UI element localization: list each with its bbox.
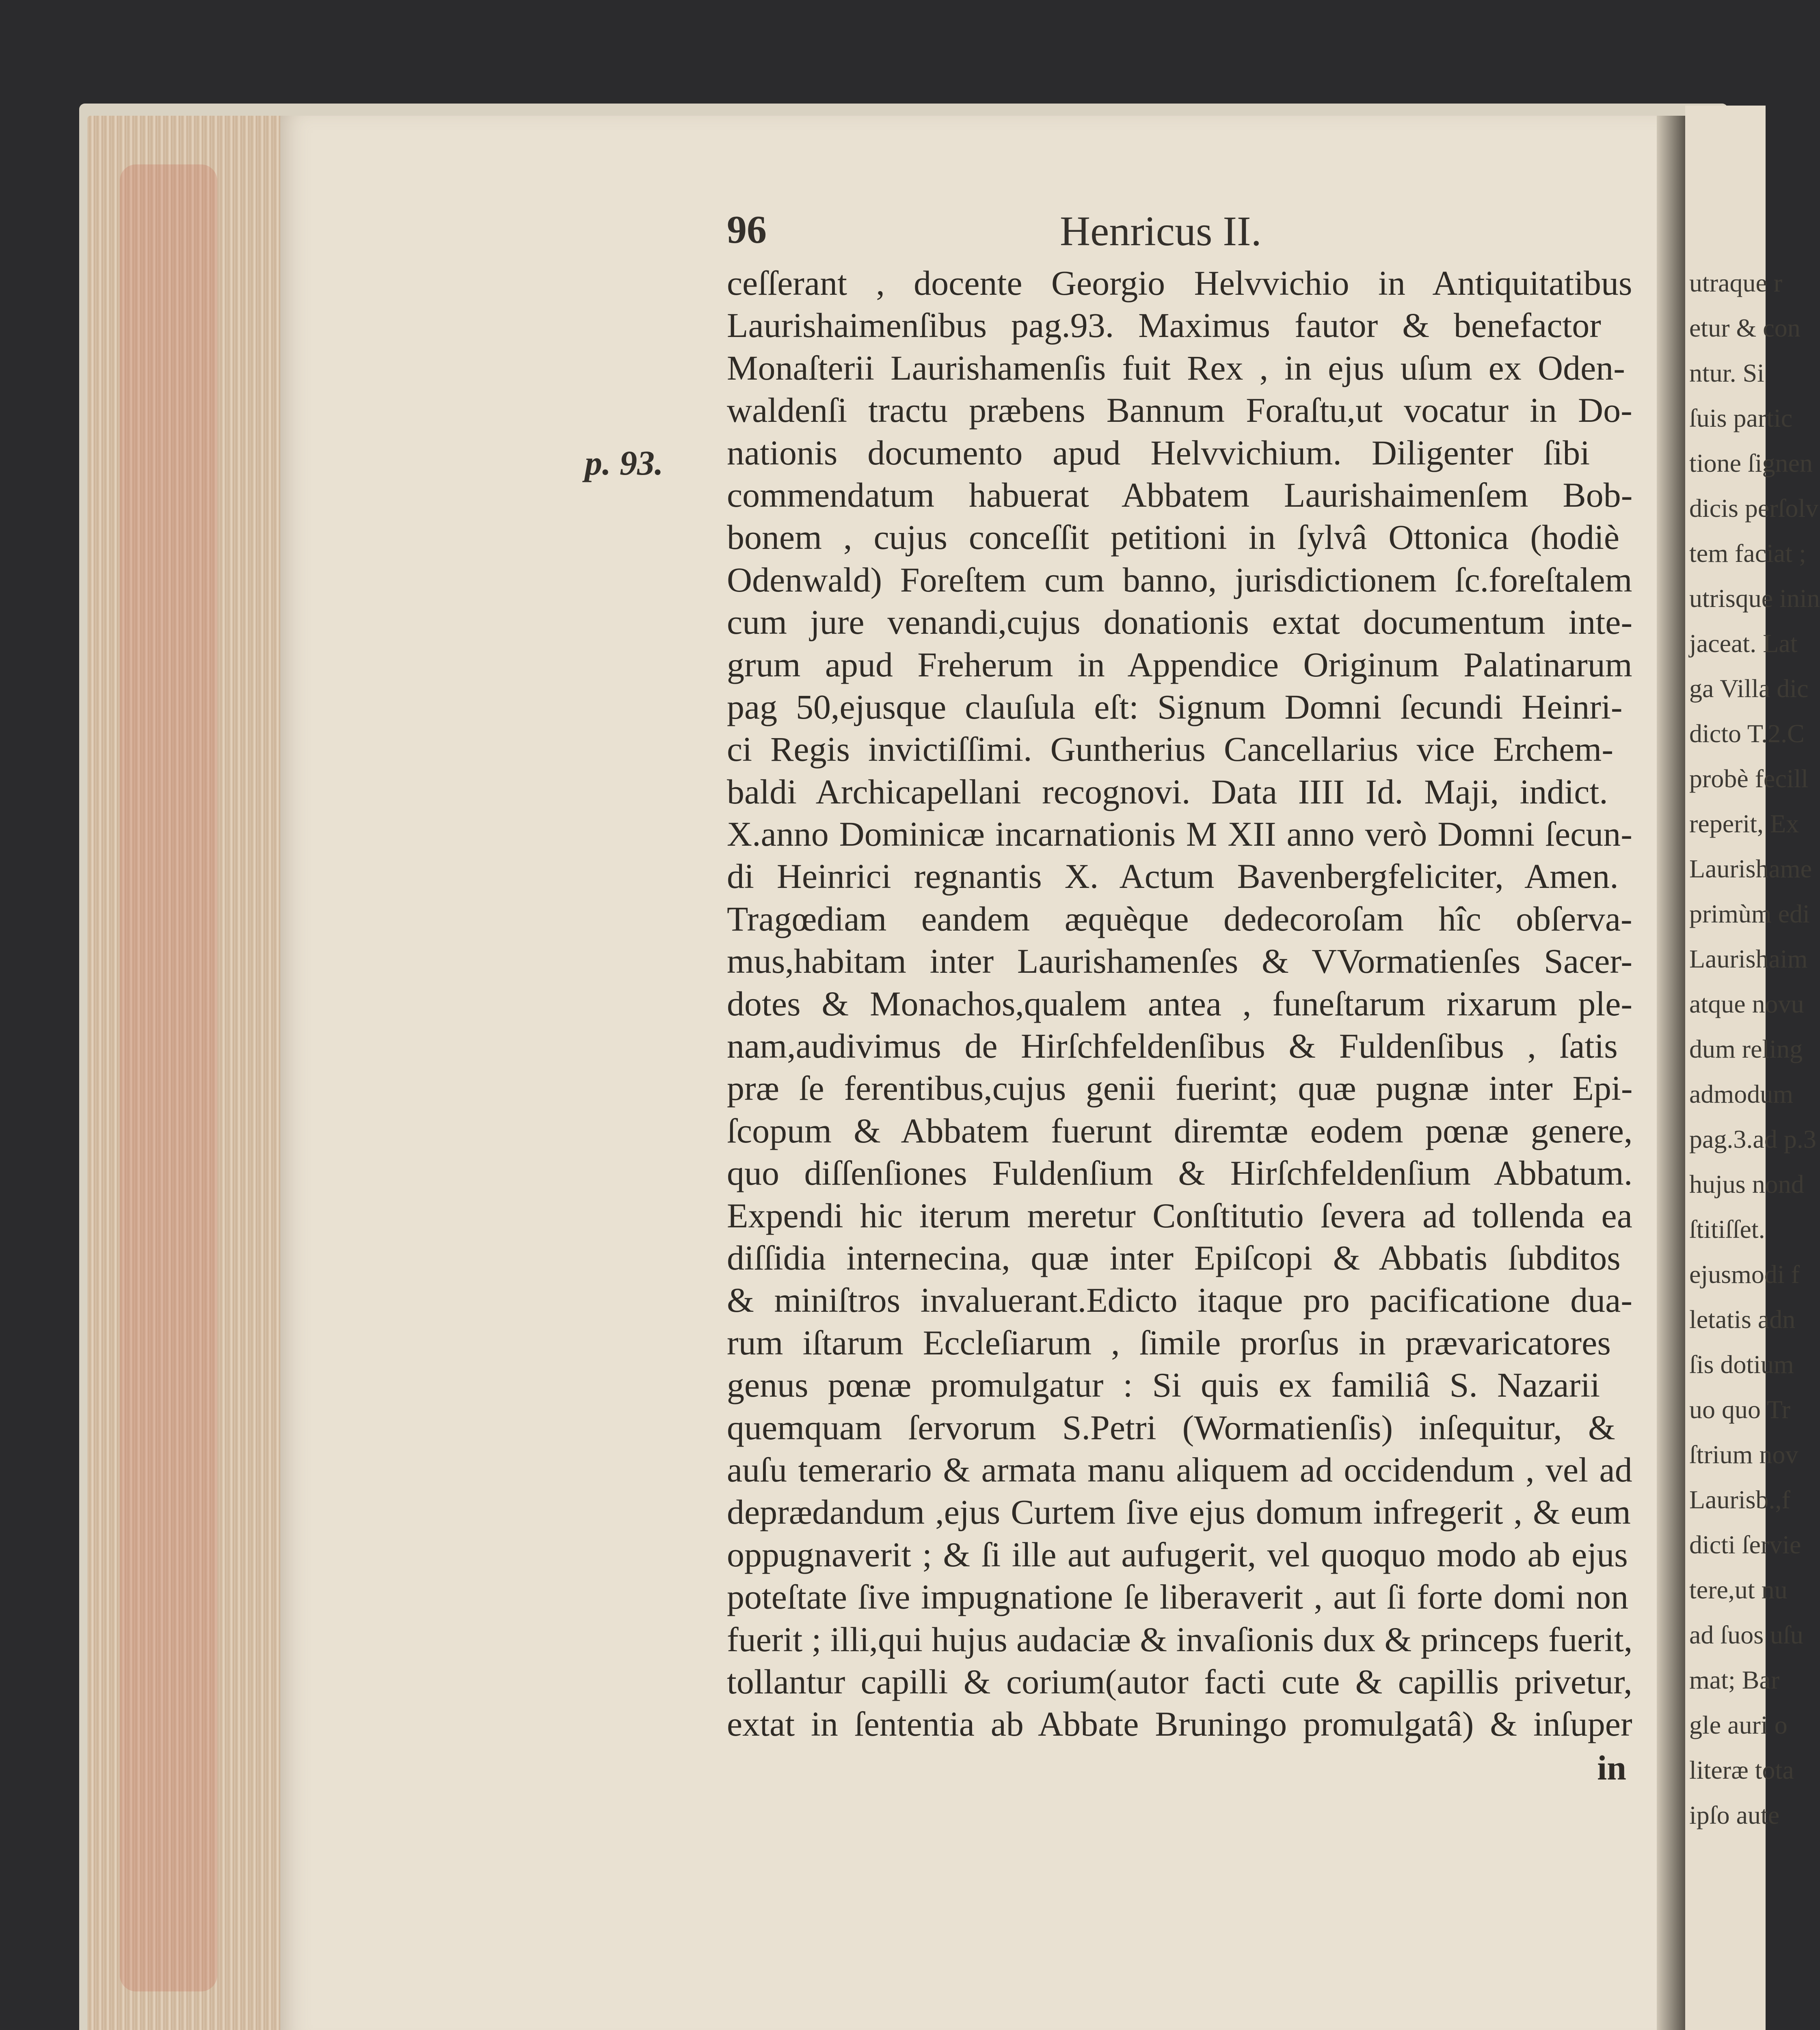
adjacent-page-fragment: dicto T.2.C [1689, 719, 1805, 748]
text-line: Odenwald) Foreſtem cum banno, jurisdictionem ſc.foreſtalem [727, 560, 1632, 599]
margin-note: p. 93. [585, 443, 664, 482]
adjacent-page-fragment: tere,ut nu [1689, 1575, 1788, 1604]
adjacent-page-fragment: tione ſignen [1689, 449, 1813, 477]
adjacent-page-fragment: primùm edi [1689, 899, 1810, 928]
text-line: di Heinrici regnantis X. Actum Bavenbergfeliciter, Amen. [727, 857, 1619, 896]
adjacent-page-fragment: ad ſuos uſu [1689, 1620, 1803, 1649]
adjacent-page-fragment: Laurisb.,f [1689, 1485, 1790, 1514]
text-line: commendatum habuerat Abbatem Laurishaimenſem Bob- [727, 475, 1633, 514]
text-line: genus pœnæ promulgatur : Si quis ex familiâ S. Nazarii [727, 1365, 1600, 1405]
text-line: præ ſe ferentibus,cujus genii fuerint; quæ pugnæ inter Epi- [727, 1069, 1633, 1108]
adjacent-page-fragment: utrisque inin [1689, 584, 1820, 613]
text-line: Expendi hic iterum meretur Conſtitutio ſevera ad tollenda ea [727, 1196, 1632, 1235]
text-line: ci Regis invictiſſimi. Guntherius Cancellarius vice Erchem- [727, 730, 1613, 769]
adjacent-page-fragment: jaceat. Lat [1689, 629, 1798, 658]
text-line: rum iſtarum Eccleſiarum , ſimile prorſus in prævaricatores [727, 1323, 1611, 1362]
text-line: auſu temerario & armata manu aliquem ad occidendum , vel ad [727, 1450, 1632, 1489]
adjacent-page-fragment: mat; Bar [1689, 1665, 1780, 1694]
adjacent-page-fragment: ejusmodi f [1689, 1260, 1800, 1289]
adjacent-page-fragment: Laurishaim [1689, 944, 1808, 973]
adjacent-page-fragment: admodum [1689, 1080, 1793, 1108]
adjacent-page-fragment: probè fecill [1689, 764, 1809, 793]
adjacent-page-fragment: utraque r [1689, 268, 1783, 297]
text-line: bonem , cujus conceſſit petitioni in ſylvâ Ottonica (hodiè [727, 518, 1620, 557]
text-line: quo diſſenſiones Fuldenſium & Hirſchfeldenſium Abbatum. [727, 1153, 1633, 1193]
adjacent-page-fragment: reperit, Ex [1689, 809, 1799, 838]
text-line: mus,habitam inter Laurishamenſes & VVormatienſes Sacer- [727, 942, 1633, 981]
adjacent-page-fragment: dum reling [1689, 1034, 1803, 1063]
text-line: oppugnaverit ; & ſi ille aut aufugerit, vel quoquo modo ab ejus [727, 1535, 1628, 1574]
adjacent-page-fragment: ipſo aute [1689, 1801, 1780, 1829]
page-block-edge [87, 116, 282, 2030]
text-line: deprædandum ,ejus Curtem ſive ejus domum infregerit , & eum [727, 1492, 1631, 1532]
adjacent-page-fragment: ſuis partic [1689, 404, 1793, 432]
text-line: pag 50,ejusque clauſula eſt: Signum Domni ſecundi Heinri- [727, 687, 1623, 726]
adjacent-page [1685, 106, 1820, 2030]
text-line: poteſtate ſive impugnatione ſe liberaverit , aut ſi forte domi non [727, 1577, 1629, 1617]
page-number: 96 [727, 208, 767, 252]
text-line: X.anno Dominicæ incarnationis M XII anno verò Domni ſecun- [727, 814, 1632, 854]
text-line: Monaſterii Laurishamenſis fuit Rex , in ejus uſum ex Oden- [727, 348, 1625, 387]
adjacent-page-fragment: dicti ſervie [1689, 1530, 1801, 1559]
adjacent-page-fragment: tem faciat ; [1689, 539, 1806, 568]
text-line: ſcopum & Abbatem fuerunt diremtæ eodem pœnæ genere, [727, 1111, 1633, 1150]
text-line: baldi Archicapellani recognovi. Data IIII Id. Maji, indict. [727, 772, 1608, 811]
adjacent-page-fragment: letatis adn [1689, 1305, 1796, 1334]
adjacent-page-fragment: atque novu [1689, 989, 1804, 1018]
adjacent-page-fragment: ga Villa dic [1689, 674, 1809, 703]
text-line: cum jure venandi,cujus donationis extat documentum inte- [727, 603, 1633, 642]
adjacent-page-fragment: ſtrium nov [1689, 1440, 1798, 1469]
text-line: extat in ſententia ab Abbate Bruningo promulgatâ) & inſuper [727, 1704, 1632, 1744]
text-line: & miniſtros invaluerant.Edicto itaque pro pacificatione dua- [727, 1281, 1632, 1320]
adjacent-page-fragment: ſis dotium [1689, 1350, 1794, 1379]
edge-stain [120, 164, 217, 1991]
adjacent-page-fragment: hujus nond [1689, 1170, 1804, 1199]
text-line: quemquam ſervorum S.Petri (Wormatienſis) inſequitur, & [727, 1408, 1615, 1447]
body-text [727, 262, 1633, 1787]
adjacent-page-fragment: dicis perſolv [1689, 494, 1819, 523]
text-line: fuerit ; illi,qui hujus audaciæ & invaſionis dux & princeps fuerit, [727, 1620, 1633, 1659]
adjacent-page-fragment: pag.3.ad p.3 [1689, 1125, 1816, 1153]
adjacent-page-fragment: uo quo Tr [1689, 1395, 1790, 1424]
catchword: in [1597, 1748, 1626, 1787]
text-line: waldenſi tractu præbens Bannum Foraſtu,ut vocatur in Do- [727, 391, 1632, 430]
adjacent-page-fragment: literæ tota [1689, 1756, 1794, 1784]
adjacent-page-fragment: etur & con [1689, 313, 1801, 342]
running-title: Henricus II. [1060, 208, 1262, 255]
text-line: nam,audivimus de Hirſchfeldenſibus & Fuldenſibus , ſatis [727, 1026, 1618, 1066]
text-line: Tragœdiam eandem æquèque dedecoroſam hîc obſerva- [727, 899, 1632, 938]
adjacent-page-fragment: ntur. Si [1689, 358, 1764, 387]
adjacent-page-fragment: ſtitiſſet. [1689, 1215, 1765, 1244]
text-line: dotes & Monachos,qualem antea , funeſtarum rixarum ple- [727, 984, 1633, 1023]
adjacent-page-fragment: gle auri o [1689, 1710, 1788, 1739]
text-line: Laurishaimenſibus pag.93. Maximus fautor & benefactor [727, 306, 1601, 345]
book-gutter [1657, 116, 1685, 2030]
adjacent-page-fragment: Laurishame [1689, 854, 1812, 883]
text-line: tollantur capilli & corium(autor facti cute & capillis privetur, [727, 1662, 1632, 1701]
page-header [727, 207, 1661, 256]
text-line: ceſſerant , docente Georgio Helvvichio in Antiquitatibus [727, 263, 1632, 302]
text-line: nationis documento apud Helvvichium. Diligenter ſibi [727, 433, 1590, 472]
text-line: grum apud Freherum in Appendice Originum Palatinarum [727, 645, 1632, 684]
text-line: diſſidia internecina, quæ inter Epiſcopi & Abbatis ſubditos [727, 1238, 1621, 1277]
